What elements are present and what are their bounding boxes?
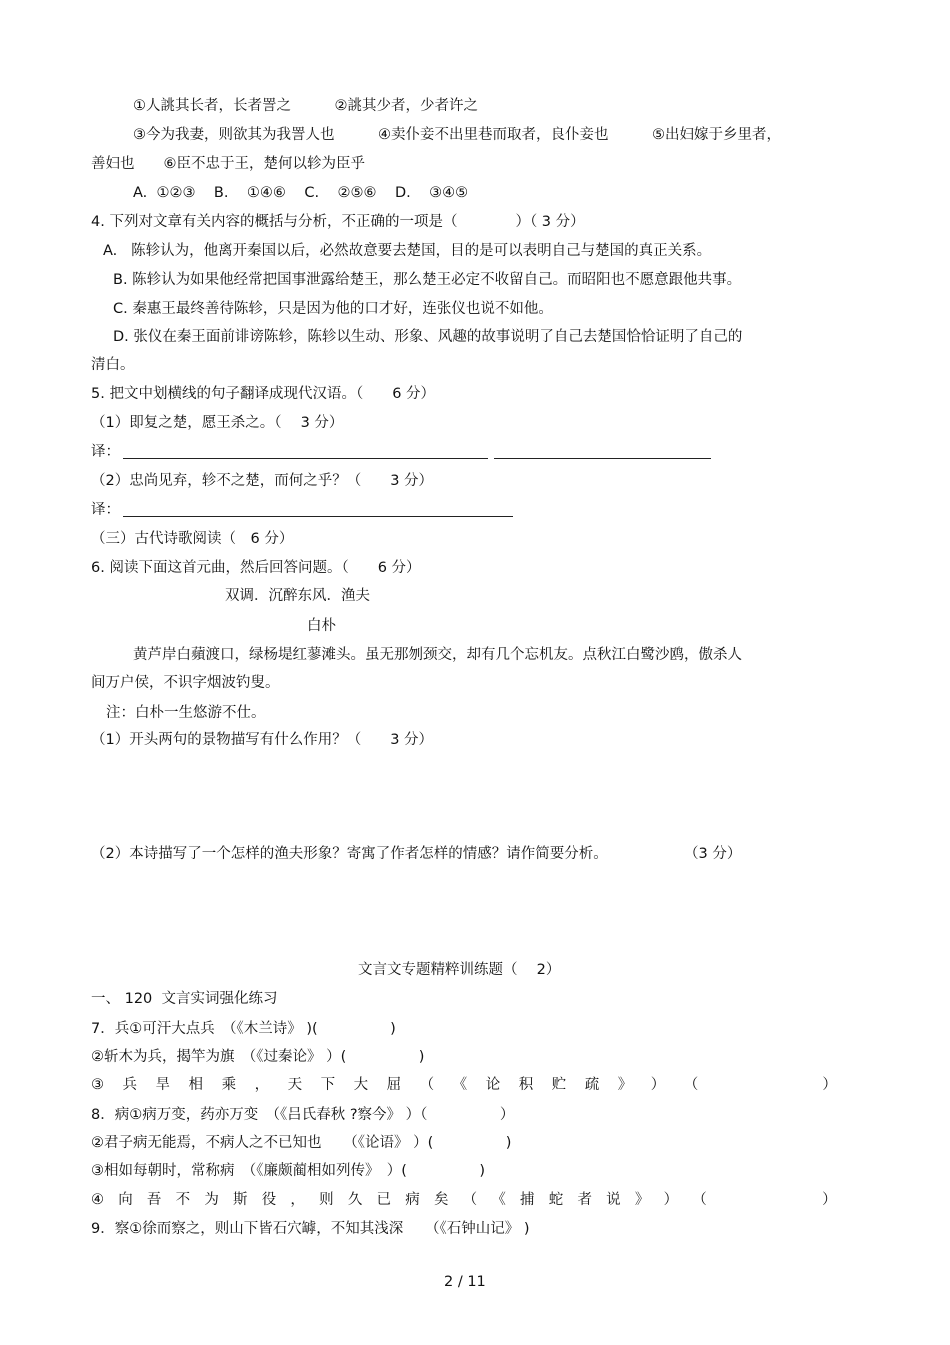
q4-stem: 4. 下列对文章有关内容的概括与分析，不正确的一项是（ ）（ 3 分）	[91, 214, 585, 230]
answer-line	[494, 458, 711, 459]
justified-char: 吾	[146, 1192, 162, 1208]
q6-item-2-score: （3 分）	[684, 846, 742, 862]
justified-char: 论	[485, 1077, 501, 1093]
q5-stem: 5. 把文中划横线的句子翻译成现代汉语。（ 6 分）	[91, 386, 436, 402]
justified-char: 役	[261, 1192, 277, 1208]
q6-item-2: （2）本诗描写了一个怎样的渔夫形象？寄寓了作者怎样的情感？请作简要分析。	[91, 846, 608, 862]
justified-char: 》	[634, 1192, 650, 1208]
justified-char: 》	[617, 1077, 633, 1093]
justified-char: 旱	[155, 1077, 171, 1093]
justified-char: 不	[175, 1192, 191, 1208]
q3-option-line-1: ①人誂其长者，长者詈之 ②誂其少者，少者许之	[133, 98, 478, 114]
justified-char: ，	[254, 1077, 270, 1093]
q8-item-2: ②君子病无能焉，不病人之不已知也 （《论语》 ）( )	[91, 1135, 512, 1151]
q9: 9．察①徐而察之，则山下皆石穴罅，不知其浅深 （《石钟山记》 )	[91, 1221, 530, 1237]
justified-char: ④	[91, 1192, 104, 1208]
justified-char: 疏	[584, 1077, 600, 1093]
justified-char: ）	[822, 1192, 837, 1208]
q4-option-d-cont: 清白。	[91, 357, 135, 373]
q4-option-b: B. 陈轸认为如果他经常把国事泄露给楚王，那么楚王必定不收留自己。而昭阳也不愿意跟他共事。	[113, 272, 742, 288]
answer-line	[123, 458, 488, 459]
q7-item-3	[91, 1075, 837, 1095]
part-1-heading: 一、 120 文言实词强化练习	[91, 991, 278, 1007]
q3-option-line-2: ③今为我妻，则欲其为我詈人也 ④卖仆妾不出里巷而取者，良仆妾也 ⑤出妇嫁于乡里者，	[133, 127, 781, 143]
page-number: 2 / 11	[444, 1274, 486, 1290]
justified-char: 《	[491, 1192, 506, 1208]
justified-char: （	[419, 1077, 435, 1093]
q7-item-2: ②斩木为兵，揭竿为旗 （《过秦论》 ）( )	[91, 1049, 425, 1065]
justified-char: 相	[188, 1077, 204, 1093]
q8: 8．病①病万变，药亦万变 （《吕氏春秋 ?察今》 ）（ ）	[91, 1107, 515, 1123]
justified-char: （	[683, 1077, 699, 1093]
justified-char: ）	[822, 1077, 837, 1093]
q4-option-d: D. 张仪在秦王面前诽谤陈轸，陈轸以生动、形象、风趣的故事说明了自己去楚国恰恰证明了自己的	[113, 329, 743, 345]
justified-char: （	[692, 1192, 707, 1208]
q4-option-c: C. 秦惠王最终善待陈轸，只是因为他的口才好，连张仪也说不如他。	[113, 301, 553, 317]
q5-item-1-translate-label: 译：	[91, 444, 120, 460]
section-title: 文言文专题精粹训练题（ 2）	[358, 962, 561, 978]
justified-char: 《	[452, 1077, 468, 1093]
justified-char: 说	[606, 1192, 621, 1208]
justified-char: ）	[650, 1077, 666, 1093]
q3-choices: A. ①②③ B. ①④⑥ C. ②⑤⑥ D. ③④⑤	[133, 185, 469, 201]
justified-char: 屈	[386, 1077, 402, 1093]
poem-title: 双调．沉醉东风．渔夫	[225, 588, 370, 604]
justified-char: 下	[320, 1077, 336, 1093]
q4-option-a: A. 陈轸认为，他离开秦国以后，必然故意要去楚国，目的是可以表明自己与楚国的真正关系。	[103, 243, 712, 259]
q6-item-1: （1）开头两句的景物描写有什么作用？（ 3 分）	[91, 732, 434, 748]
justified-char: ）	[663, 1192, 679, 1208]
justified-char: 则	[319, 1192, 334, 1208]
q3-option-line-3: 善妇也 ⑥臣不忠于王，楚何以轸为臣乎	[91, 156, 365, 172]
justified-char: ，	[290, 1192, 305, 1208]
justified-char: 大	[353, 1077, 369, 1093]
q6-stem: 6. 阅读下面这首元曲，然后回答问题。（ 6 分）	[91, 560, 421, 576]
q5-item-2-translate-label: 译：	[91, 502, 120, 518]
q8-item-4	[91, 1190, 837, 1210]
justified-char: 蛇	[548, 1192, 564, 1208]
poem-body-line-2: 间万户侯，不识字烟波钓叟。	[91, 675, 280, 691]
justified-char: 久	[347, 1192, 363, 1208]
justified-char: 乘	[221, 1077, 237, 1093]
justified-char	[721, 1190, 808, 1210]
justified-char: 贮	[551, 1077, 567, 1093]
q5-item-2: （2）忠尚见弃，轸不之楚，而何之乎？（ 3 分）	[91, 473, 434, 489]
justified-char: 病	[405, 1192, 420, 1208]
justified-char	[717, 1075, 804, 1095]
justified-char: 积	[518, 1077, 534, 1093]
q7: 7．兵①可汗大点兵 （《木兰诗》 )( )	[91, 1021, 396, 1037]
q8-item-3: ③相如每朝时，常称病 （《廉颇蔺相如列传》 ）( )	[91, 1163, 486, 1179]
justified-char: 向	[118, 1192, 133, 1208]
justified-char: 者	[577, 1192, 592, 1208]
q5-item-1: （1）即复之楚，愿王杀之。（ 3 分）	[91, 415, 344, 431]
section-3-heading: （三）古代诗歌阅读（ 6 分）	[91, 531, 294, 547]
justified-char: 斯	[233, 1192, 248, 1208]
justified-char: 矣	[433, 1192, 449, 1208]
justified-char: 天	[287, 1077, 303, 1093]
poem-note: 注：白朴一生悠游不仕。	[106, 705, 266, 721]
poem-author: 白朴	[307, 618, 336, 634]
answer-line	[123, 516, 513, 517]
justified-char: （	[462, 1192, 478, 1208]
justified-char: ③	[91, 1077, 104, 1093]
poem-body-line-1: 黄芦岸白蘋渡口，绿杨堤红蓼滩头。虽无那刎颈交，却有几个忘机友。点秋江白鹭沙鸥，傲杀人	[133, 647, 742, 663]
justified-char: 兵	[122, 1077, 138, 1093]
justified-char: 已	[376, 1192, 392, 1208]
justified-char: 捕	[520, 1192, 535, 1208]
justified-char: 为	[204, 1192, 219, 1208]
